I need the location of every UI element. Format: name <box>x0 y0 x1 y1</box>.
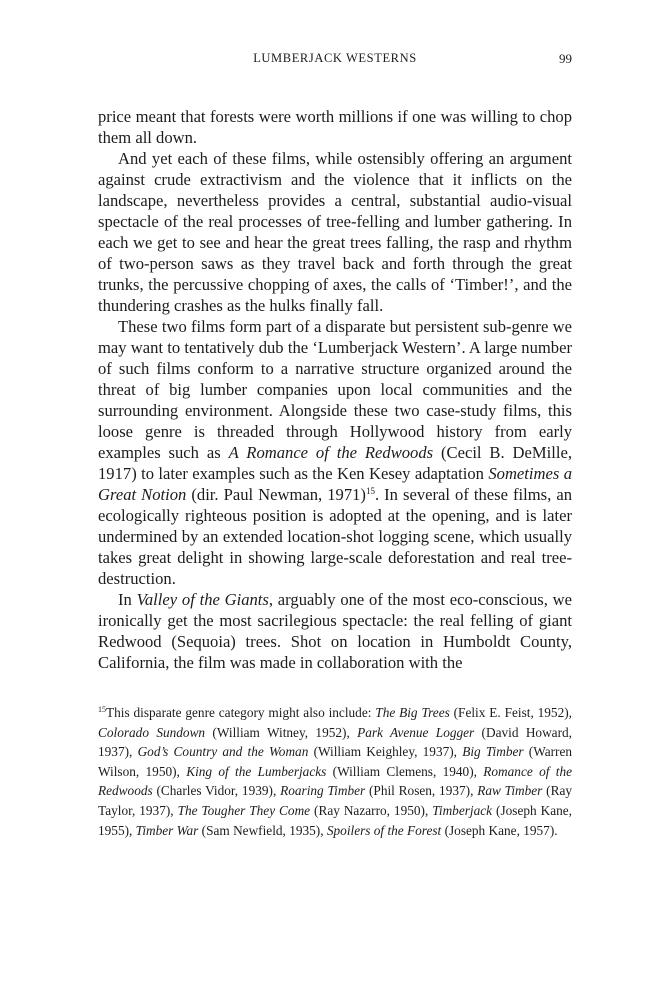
footnote-text: (Joseph Kane, 1957). <box>441 822 558 838</box>
paragraph-3 <box>98 316 572 589</box>
footnote-text: (Joseph Kane, 1955), <box>98 802 572 838</box>
body-text <box>98 106 572 673</box>
footnote-film-title: Spoilers of the Forest <box>326 822 442 838</box>
paragraph-3-text-2: (Cecil B. DeMille, 1917) to later examples such as the Ken Kesey adaptation <box>98 443 572 483</box>
paragraph-4-text-1: In <box>118 590 137 609</box>
footnote-film-title: God’s Country and the Woman <box>137 744 309 760</box>
film-title-sometimes-a-great-notion: Sometimes a Great Notion <box>98 464 572 504</box>
film-title-romance-of-the-redwoods: A Romance of the Redwoods <box>228 443 434 462</box>
paragraph-2: And yet each of these films, while ostensibly offering an argument against crude extractivism and the violence that it inflicts on the landscape, nevertheless provides a central, substantial audio-visual spectacle of the real processes of tree-felling and lumber gathering. In each we get to see and hear the great trees falling, the rasp and rhythm of two-person saws as they travel back and forth through the great trunks, the percussive chopping of axes, the calls of ‘Timber!’, and the thundering crashes as the hulks finally fall. <box>98 149 572 315</box>
footnote-reference: 15 <box>365 486 375 496</box>
footnote-text: (Ray Nazarro, 1950), <box>310 802 433 818</box>
footnote-text: (Warren Wilson, 1950), <box>98 744 573 779</box>
footnote-text: (William Keighley, 1937), <box>308 744 463 760</box>
footnote-film-title: Park Avenue Logger <box>357 724 475 740</box>
footnote-film-title: Roaring Timber <box>280 783 366 799</box>
footnote-film-title: Romance of the Redwoods <box>98 763 572 799</box>
footnote-number: 15 <box>98 705 106 714</box>
footnotes <box>98 703 572 840</box>
running-head <box>98 51 572 69</box>
footnote-film-title: King of the Lumberjacks <box>186 763 327 779</box>
paragraph-4-text-2: , arguably one of the most eco-conscious, we ironically get the most sacrilegious spectacle: the real felling of giant Redwood (Sequoia) trees. Shot on location in Humboldt County, California, the film was made in collaboration with the <box>98 590 572 672</box>
footnote-film-title: Colorado Sundown <box>98 724 206 740</box>
footnote-film-title: Raw Timber <box>477 783 543 799</box>
footnote-text: (Charles Vidor, 1939), <box>152 783 281 799</box>
paragraph-3-text-1: These two films form part of a disparate but persistent sub-genre we may want to tentatively dub the ‘Lumberjack Western’. A large number of such films conform to a narrative structure organized around the threat of big lumber companies upon local communities and the surrounding environment. Alongside these two case-study films, this loose genre is threaded through Hollywood history from early examples such as <box>98 317 572 462</box>
footnote-text: (Sam Newfield, 1935), <box>198 822 327 838</box>
paragraph-1: price meant that forests were worth millions if one was willing to chop them all down. <box>98 107 572 147</box>
paragraph-4 <box>98 589 572 673</box>
paragraph-3-text-4: . In several of these films, an ecologically righteous position is adopted at the opening, and is later undermined by an extended location-shot logging scene, which usually takes great delight in showing large-scale deforestation and real tree-destruction. <box>98 485 572 588</box>
footnote-15 <box>98 703 572 840</box>
page-number: 99 <box>559 51 572 66</box>
footnote-text: (William Witney, 1952), <box>205 724 358 740</box>
film-title-valley-of-the-giants: Valley of the Giants <box>136 590 269 609</box>
footnote-text: (Phil Rosen, 1937), <box>365 783 478 799</box>
running-title: LUMBERJACK WESTERNS <box>253 51 417 65</box>
footnote-text: (Ray Taylor, 1937), <box>98 783 573 818</box>
footnote-text: (David Howard, 1937), <box>98 724 572 760</box>
footnote-film-title: Timber War <box>135 822 199 838</box>
footnote-text: This disparate genre category might also include: <box>106 705 376 720</box>
footnote-film-title: The Big Trees <box>375 705 450 720</box>
footnote-film-title: The Tougher They Come <box>177 802 311 818</box>
paragraph-3-text-3: (dir. Paul Newman, 1971) <box>186 485 366 504</box>
footnote-film-title: Big Timber <box>462 744 524 760</box>
footnote-film-title: Timberjack <box>432 802 493 818</box>
footnote-text: (Felix E. Feist, 1952), <box>449 705 572 720</box>
footnote-text: (William Clemens, 1940), <box>326 763 484 779</box>
